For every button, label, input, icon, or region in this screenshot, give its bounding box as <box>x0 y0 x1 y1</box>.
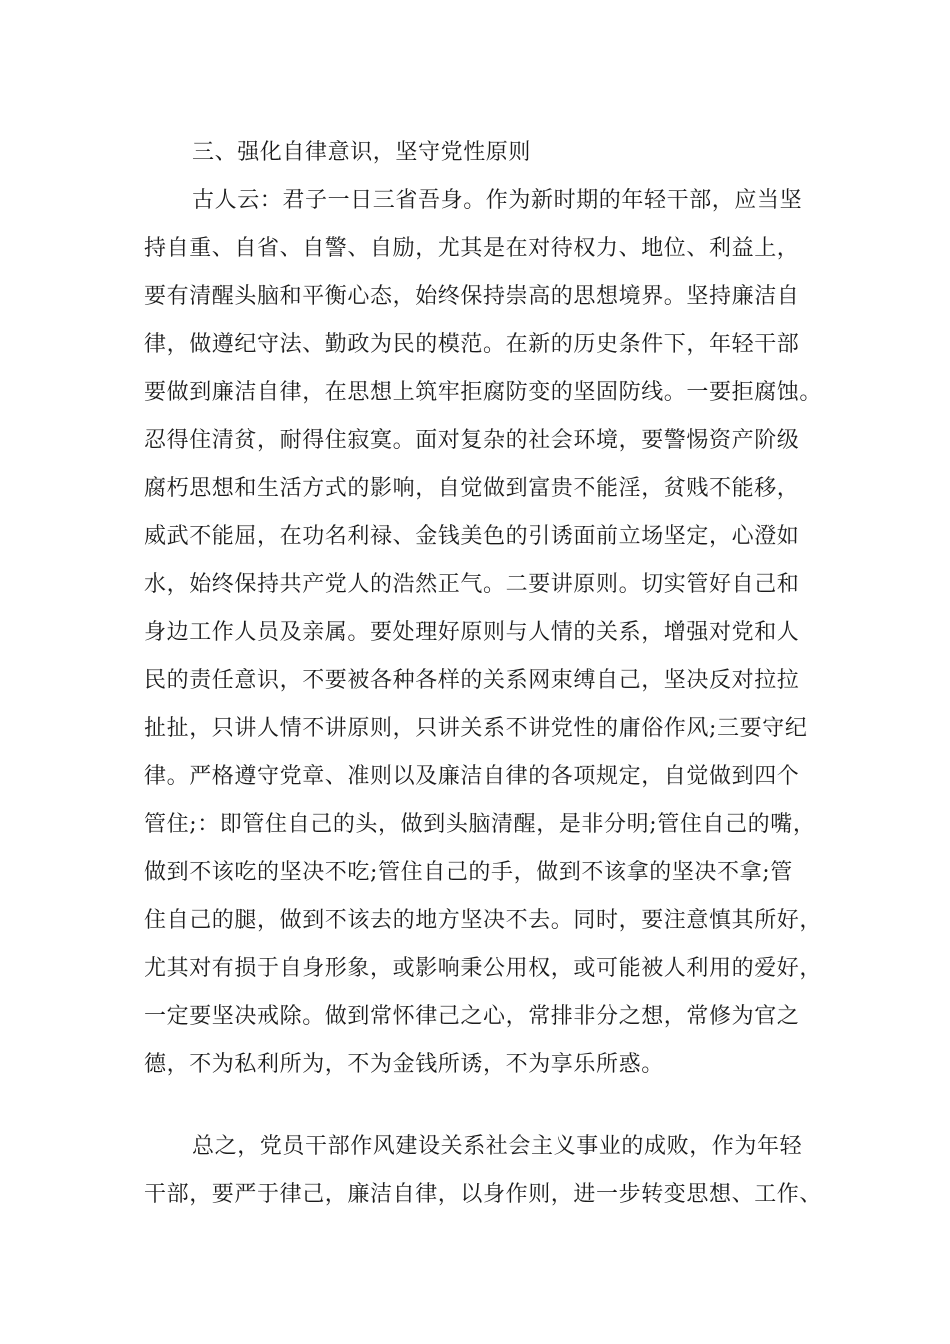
paragraph-line: 住自己的腿，做到不该去的地方坚决不去。同时，要注意慎其所好， <box>144 908 823 933</box>
paragraph-line: 一定要坚决戒除。做到常怀律己之心，常排非分之想，常修为官之 <box>144 1004 800 1029</box>
paragraph-line: 威武不能屈，在功名利禄、金钱美色的引诱面前立场坚定，心澄如 <box>144 524 800 549</box>
paragraph-line: 水，始终保持共产党人的浩然正气。二要讲原则。切实管好自己和 <box>144 572 800 597</box>
section-heading: 三、强化自律意识，坚守党性原则 <box>192 140 532 165</box>
paragraph-line: 身边工作人员及亲属。要处理好原则与人情的关系，增强对党和人 <box>144 620 800 645</box>
paragraph-line: 尤其对有损于自身形象，或影响秉公用权，或可能被人利用的爱好， <box>144 956 823 981</box>
paragraph-line: 要有清醒头脑和平衡心态，始终保持崇高的思想境界。坚持廉洁自 <box>144 284 800 309</box>
paragraph-line: 律。严格遵守党章、准则以及廉洁自律的各项规定，自觉做到四个 <box>144 764 800 789</box>
paragraph-line: 持自重、自省、自警、自励，尤其是在对待权力、地位、利益上， <box>144 236 800 261</box>
paragraph-line: 要做到廉洁自律，在思想上筑牢拒腐防变的坚固防线。一要拒腐蚀。 <box>144 380 823 405</box>
paragraph-line: 做到不该吃的坚决不吃;管住自己的手，做到不该拿的坚决不拿;管 <box>144 860 793 885</box>
paragraph-line: 律，做遵纪守法、勤政为民的模范。在新的历史条件下，年轻干部 <box>144 332 800 357</box>
paragraph-line: 民的责任意识，不要被各种各样的关系网束缚自己，坚决反对拉拉 <box>144 668 800 693</box>
paragraph-line: 总之，党员干部作风建设关系社会主义事业的成败，作为年轻 <box>192 1134 803 1159</box>
paragraph-line: 干部，要严于律己，廉洁自律，以身作则，进一步转变思想、工作、 <box>144 1182 823 1207</box>
paragraph-line: 忍得住清贫，耐得住寂寞。面对复杂的社会环境，要警惕资产阶级 <box>144 428 800 453</box>
paragraph-line: 古人云：君子一日三省吾身。作为新时期的年轻干部，应当坚 <box>192 188 803 213</box>
paragraph-line: 腐朽思想和生活方式的影响，自觉做到富贵不能淫，贫贱不能移， <box>144 476 800 501</box>
paragraph-line: 扯扯，只讲人情不讲原则，只讲关系不讲党性的庸俗作风;三要守纪 <box>144 716 808 741</box>
paragraph-line: 德，不为私利所为，不为金钱所诱，不为享乐所惑。 <box>144 1052 664 1077</box>
paragraph-line: 管住;：即管住自己的头，做到头脑清醒，是非分明;管住自己的嘴， <box>144 812 816 837</box>
